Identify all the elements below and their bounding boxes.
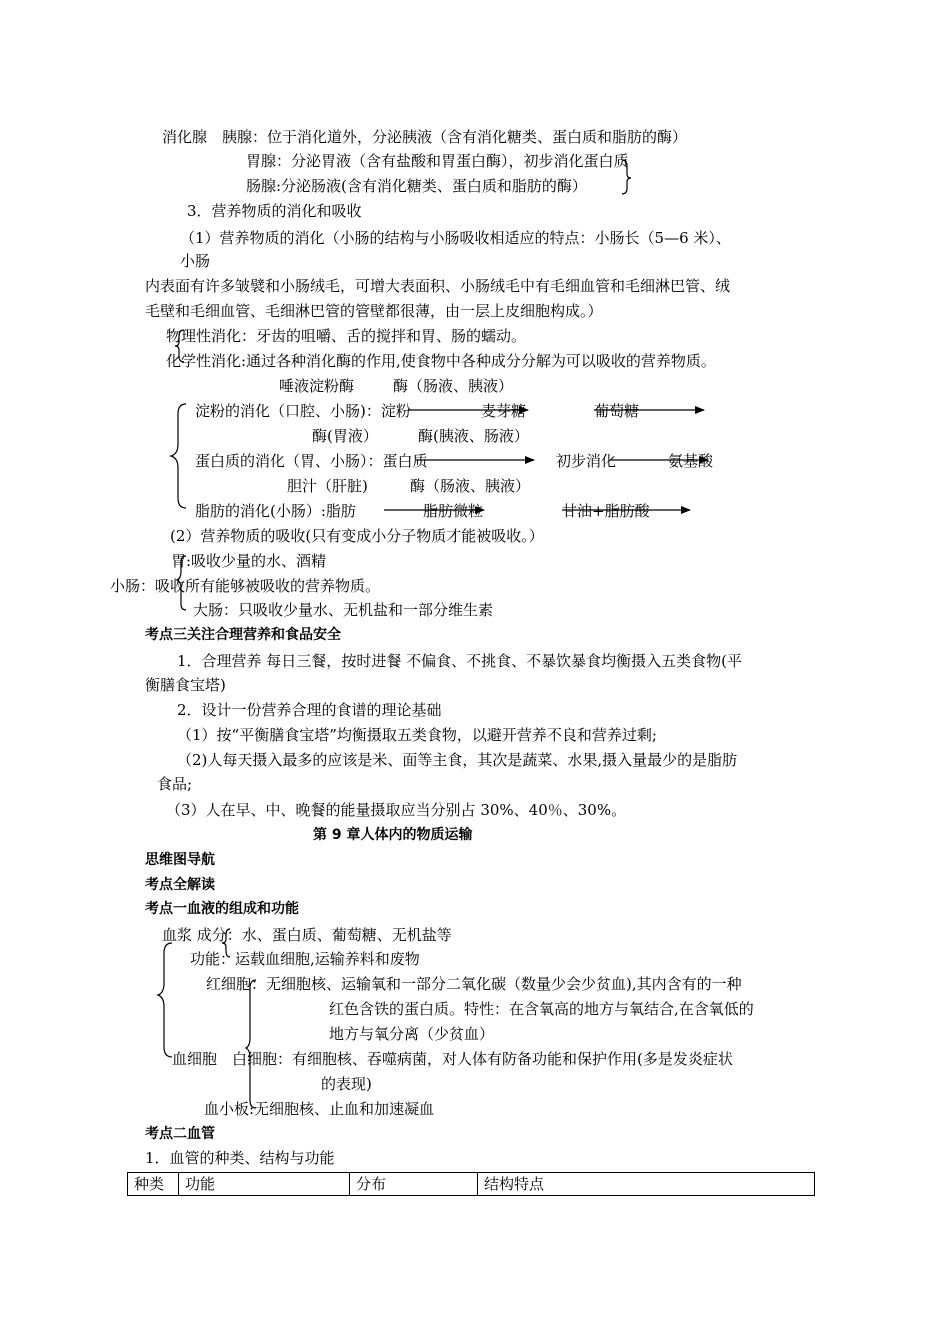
enzyme-label-intestine: 酶（肠液、胰液） <box>393 377 514 395</box>
recipe-basis-1: （1）按“平衡膳食宝塔”均衡摄取五类食物，以避开营养不良和营养过剩; <box>177 726 657 744</box>
gastric-gland-line: 胃腺：分泌胃液（含有盐酸和胃蛋白酶），初步消化蛋白质 <box>246 152 629 170</box>
full-reading-heading: 考点全解读 <box>145 877 215 893</box>
starch-digestion-label: 淀粉的消化（口腔、小肠)：淀粉 <box>195 402 411 420</box>
digestive-gland-pancreas-line: 消化腺 胰腺：位于消化道外，分泌胰液（含有消化糖类、蛋白质和脂肪的酶） <box>162 128 688 146</box>
brace-blood-cells <box>246 980 256 1108</box>
initial-digestion-label: 初步消化 <box>556 452 617 470</box>
table-header-cell: 结构特点 <box>478 1173 815 1196</box>
recipe-basis-heading: 2．设计一份营养合理的食谱的理论基础 <box>177 701 442 719</box>
blood-vessel-table <box>127 1172 815 1196</box>
digestion-intro-line: （1）营养物质的消化（小肠的结构与小肠吸收相适应的特点：小肠长（5—6 米）、 <box>180 229 731 247</box>
intestinal-gland-line: 肠腺:分泌肠液(含有消化糖类、蛋白质和脂肪的酶） <box>246 177 587 195</box>
fat-digestion-label: 脂肪的消化(小肠）:脂肪 <box>195 502 356 520</box>
white-blood-cell-cont: 的表现) <box>321 1075 372 1093</box>
platelet-line: 血小板:无细胞核、止血和加速凝血 <box>204 1100 435 1118</box>
recipe-basis-2-cont: 食品; <box>157 775 193 793</box>
section-nutrition-heading: 考点三关注合理营养和食品安全 <box>145 627 341 643</box>
vessel-types-line: 1．血管的种类、结构与功能 <box>145 1149 335 1167</box>
red-blood-cell-line: 红细胞：无细胞核、运输氧和一部分二氧化碳（数量少会少贫血),其内含有的一种 <box>206 975 742 993</box>
table-header-cell: 功能 <box>179 1173 350 1196</box>
blood-vessel-heading: 考点二血管 <box>145 1126 215 1142</box>
amino-acid-label: 氨基酸 <box>668 452 714 470</box>
enzyme-label-fat: 酶（肠液、胰液） <box>410 477 531 495</box>
chapter-9-title: 第 9 章人体内的物质运输 <box>313 827 473 843</box>
table-header-cell: 分布 <box>350 1173 478 1196</box>
enzyme-label-saliva: 唾液淀粉酶 <box>279 377 355 395</box>
absorption-heading: (2）营养物质的吸收(只有变成小分子物质才能被吸收。） <box>170 527 544 545</box>
red-blood-cell-cont-2: 地方与氧分离（少贫血） <box>329 1025 495 1043</box>
maltose-label: 麦芽糖 <box>481 402 527 420</box>
enzyme-label-gastric: 酶(胃液） <box>312 427 378 445</box>
mind-map-heading: 思维图导航 <box>145 852 215 868</box>
villi-line-2: 毛壁和毛细血管、毛细淋巴管的管壁都很薄，由一层上皮细胞构成。） <box>145 302 603 320</box>
recipe-basis-2: （2)人每天摄入最多的应该是米、面等主食，其次是蔬菜、水果,摄入量最少的是脂肪 <box>177 751 738 769</box>
table-header-row <box>128 1173 815 1196</box>
glucose-label: 葡萄糖 <box>594 402 640 420</box>
protein-digestion-label: 蛋白质的消化（胃、小肠）：蛋白质 <box>195 452 428 470</box>
villi-line-1: 内表面有许多皱襞和小肠绒毛，可增大表面积、小肠绒毛中有毛细血管和毛细淋巴管、绒 <box>145 277 731 295</box>
glycerol-fatty-acid-label: 甘油+脂肪酸 <box>562 502 650 520</box>
brace-blood <box>158 943 172 1057</box>
fat-droplet-label: 脂肪微粒 <box>423 502 484 520</box>
red-blood-cell-cont-1: 红色含铁的蛋白质。特性：在含氧高的地方与氧结合,在含氧低的 <box>329 1000 754 1018</box>
stomach-absorption: 胃:吸收少量的水、酒精 <box>171 552 327 570</box>
brace-nutrient-digestion <box>171 404 186 508</box>
table-header-cell: 种类 <box>128 1173 179 1196</box>
reasonable-nutrition-line: 1．合理营养 每日三餐，按时进餐 不偏食、不挑食、不暴饮暴食均衡摄入五类食物(平 <box>177 652 742 670</box>
reasonable-nutrition-cont: 衡膳食宝塔) <box>145 676 226 694</box>
chemical-digestion-line: 化学性消化:通过各种消化酶的作用,使食物中各种成分分解为可以吸收的营养物质。 <box>166 352 716 370</box>
digestion-intro-cont: 小肠 <box>180 252 211 270</box>
plasma-composition-line: 血浆 成分：水、蛋白质、葡萄糖、无机盐等 <box>162 926 452 944</box>
bile-label: 胆汁（肝脏) <box>287 477 368 495</box>
plasma-function-line: 功能：运载血细胞,运输养料和废物 <box>190 950 420 968</box>
enzyme-label-pancreatic: 酶(胰液、肠液） <box>418 427 529 445</box>
physical-digestion-line: 物理性消化：牙齿的咀嚼、舌的搅拌和胃、肠的蠕动。 <box>166 327 527 345</box>
white-blood-cell-line: 血细胞 白细胞：有细胞核、吞噬病菌，对人体有防备功能和保护作用(多是发炎症状 <box>172 1050 733 1068</box>
recipe-basis-3: （3）人在早、中、晚餐的能量摄取应当分别占 30%、40％、30%。 <box>166 801 627 819</box>
blood-composition-heading: 考点一血液的组成和功能 <box>145 901 299 917</box>
small-intestine-absorption: 小肠：吸收所有能够被吸收的营养物质。 <box>110 577 381 595</box>
section-3-heading: 3．营养物质的消化和吸收 <box>187 202 362 220</box>
large-intestine-absorption: 大肠：只吸收少量水、无机盐和一部分维生素 <box>193 601 494 619</box>
